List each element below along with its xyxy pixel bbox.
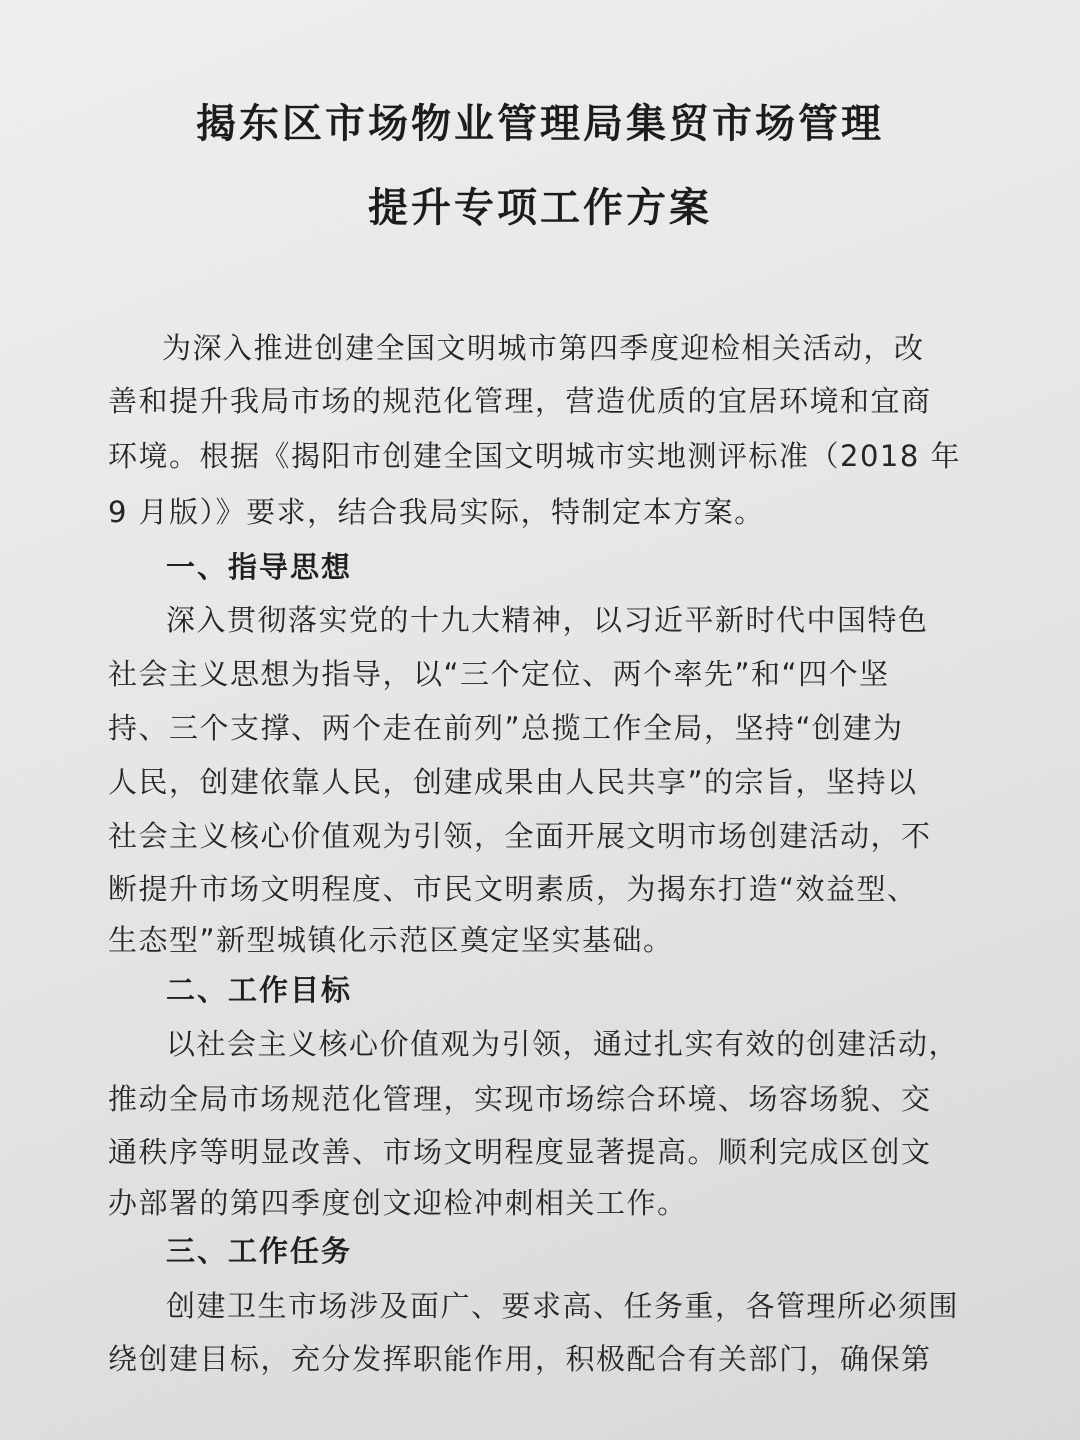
section-heading-3: 三、工作任务 — [166, 1234, 353, 1268]
intro-line-3: 环境。根据《揭阳市创建全国文明城市实地测评标准（2018 年 — [108, 439, 962, 473]
section-1-line-4: 人民，创建依靠人民，创建成果由人民共享”的宗旨，坚持以 — [108, 765, 918, 799]
section-1-line-3: 持、三个支撑、两个走在前列”总揽工作全局，坚持“创建为 — [108, 711, 904, 745]
document-title-line-2: 提升专项工作方案 — [368, 184, 712, 231]
section-2-line-1: 以社会主义核心价值观为引领，通过扎实有效的创建活动， — [166, 1027, 960, 1061]
section-1-line-2: 社会主义思想为指导，以“三个定位、两个率先”和“四个坚 — [108, 657, 890, 691]
section-2-line-4: 办部署的第四季度创文迎检冲刺相关工作。 — [108, 1186, 688, 1220]
section-heading-2: 二、工作目标 — [166, 973, 353, 1007]
section-2-line-3: 通秩序等明显改善、市场文明程度显著提高。顺利完成区创文 — [108, 1135, 932, 1169]
section-1-line-6: 断提升市场文明程度、市民文明素质，为揭东打造“效益型、 — [108, 872, 918, 906]
section-1-line-5: 社会主义核心价值观为引领，全面开展文明市场创建活动，不 — [108, 819, 932, 853]
section-3-line-2: 绕创建目标，充分发挥职能作用，积极配合有关部门，确保第 — [108, 1342, 932, 1376]
intro-line-2: 善和提升我局市场的规范化管理，营造优质的宜居环境和宜商 — [108, 384, 932, 418]
section-3-line-1: 创建卫生市场涉及面广、要求高、任务重，各管理所必须围 — [166, 1289, 960, 1323]
section-1-line-1: 深入贯彻落实党的十九大精神，以习近平新时代中国特色 — [166, 603, 929, 637]
section-2-line-2: 推动全局市场规范化管理，实现市场综合环境、场容场貌、交 — [108, 1082, 932, 1116]
intro-line-1: 为深入推进创建全国文明城市第四季度迎检相关活动，改 — [162, 331, 925, 365]
document-title-line-1: 揭东区市场物业管理局集贸市场管理 — [196, 100, 884, 147]
section-1-line-7: 生态型”新型城镇化示范区奠定坚实基础。 — [108, 923, 674, 957]
section-heading-1: 一、指导思想 — [166, 550, 353, 584]
intro-line-4: 9 月版）》要求，结合我局实际，特制定本方案。 — [108, 495, 765, 529]
